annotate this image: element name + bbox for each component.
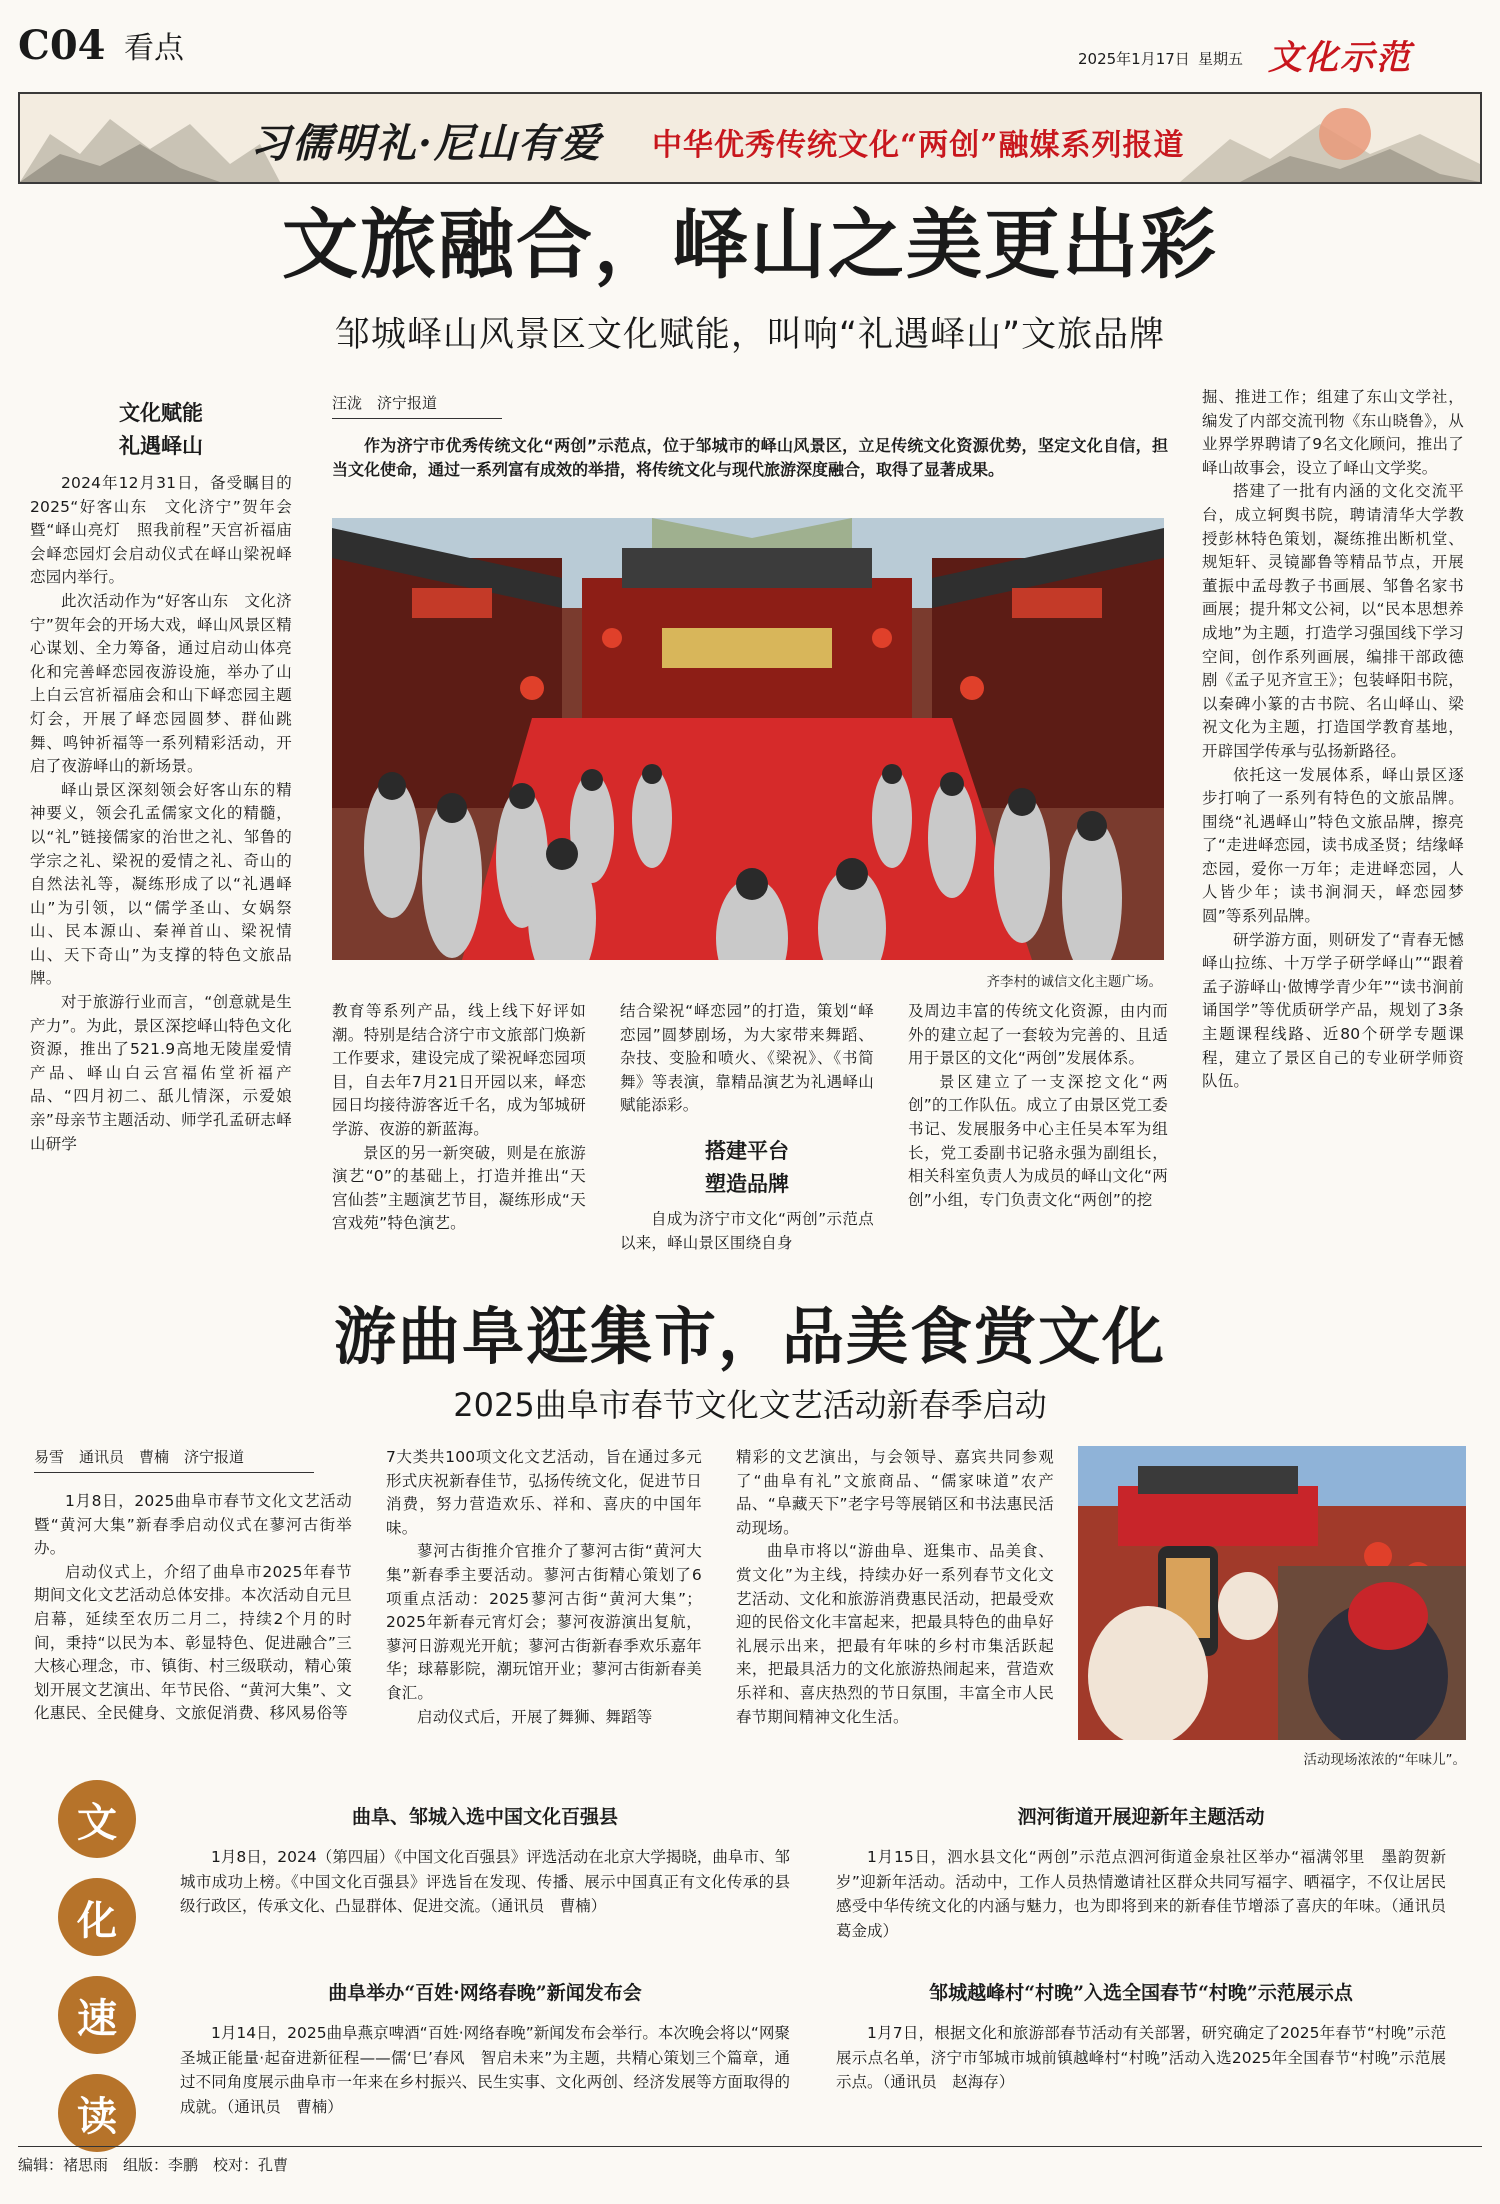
brief-body-3: 1月14日，2025曲阜燕京啤酒“百姓·网络春晚”新闻发布会举行。本次晚会将以“网聚圣城正能量·起奋进新征程——儒‘巳’春风 智启未来”为主题，共精心策划三个篇章，通过不同角度展示曲阜市一年来在乡村振兴、民生实事、文化两创、经济发展等方面取得的成就。（通讯员 曹楠） <box>180 2024 790 2116</box>
festival-photo-illustration <box>1078 1446 1466 1740</box>
brief-item-3 <box>180 1978 790 2119</box>
article2-col1: 1月8日，2025曲阜市春节文化文艺活动暨“黄河大集”新春季启动仪式在蓼河古街举办。 启动仪式上，介绍了曲阜市2025年春节期间文化文艺活动总体安排。本次活动自元旦启幕，延续至农历二月二，持续2个月的时间，秉持“以民为本、彰显特色、促进融合”三大核心理念，市、镇街、村三级联动，精心策划开展文艺演出、年节民俗、“黄河大集”、文化惠民、全民健身、文旅促消费、移风易俗等 <box>34 1492 352 1723</box>
page-header <box>18 24 1482 80</box>
brief-body-4: 1月7日，根据文化和旅游部春节活动有关部署，研究确定了2025年春节“村晚”示范展示点名单，济宁市邹城市城前镇越峰村“村晚”活动入选2025年全国春节“村晚”示范展示点。（通讯员 赵海存） <box>836 2024 1446 2091</box>
article1-col1-text: 2024年12月31日，备受瞩目的2025“好客山东 文化济宁”贺年会暨“峄山亮灯 照我前程”天宫祈福庙会峄恋园灯会启动仪式在峄山梁祝峄恋园内举行。 此次活动作为“好客山东 文化济宁”贺年会的开场大戏，峄山风景区精心谋划、全力筹备，通过启动山体亮化和完善峄恋园夜游设施，举办了山上白云宫祈福庙会和山下峄恋园主题灯会，开展了峄恋园圆梦、群仙跳舞、鸣钟祈福等一系列精彩活动，开启了夜游峄山的新场景。 峄山景区深刻领会好客山东的精神要义，领会孔孟儒家文化的精髓，以“礼”链接儒家的治世之礼、邹鲁的学宗之礼、梁祝的爱情之礼、奇山的自然法礼等，凝练形成了以“礼遇峄山”为引领，以“儒学圣山、女娲祭山、民本源山、秦禅首山、梁祝情山、天下奇山”为支撑的特色文旅品牌。 对于旅游行业而言，“创意就是生产力”。为此，景区深挖峄山特色文化资源，推出了521.9高地无陵崖爱情产品、峄山白云宫福佑堂祈福产品、“四月初二、舐儿情深，示爱娘亲”母亲节主题活动、师学孔孟研志峄山研学 <box>30 474 292 1153</box>
brief-body-1: 1月8日，2024（第四届）《中国文化百强县》评选活动在北京大学揭晓，曲阜市、邹城市成功上榜。《中国文化百强县》评选旨在发现、传播、展示中国真正有文化传承的县级行政区，传承文化、凸显群体、促进交流。（通讯员 曹楠） <box>180 1848 790 1915</box>
brief-title-3: 曲阜举办“百姓·网络春晚”新闻发布会 <box>328 1982 642 2004</box>
brief-title-2: 泗河街道开展迎新年主题活动 <box>1017 1806 1265 1828</box>
article2-headline: 游曲阜逛集市，品美食赏文化 <box>333 1300 1166 1373</box>
quick-read-char-2: 化 <box>58 1878 136 1956</box>
footer-editor-credits: 编辑：褚思雨 组版：李鹏 校对：孔曹 <box>18 2156 289 2174</box>
brief-item-4 <box>836 1978 1446 2095</box>
article1-col5: 掘、推进工作；组建了东山文学社，编发了内部交流刊物《东山晓鲁》，从业界学界聘请了9名文化顾问，推出了峄山故事会，设立了峄山文学奖。 搭建了一批有内涵的文化交流平台，成立轲舆书院，聘请清华大学教授彭林特色策划，凝练推出断机堂、规矩轩、灵镜鄙鲁等精品节点，开展董振中孟母教子书画展、邹鲁名家书画展；提升邾文公祠，以“民本思想养成地”为主题，打造学习强国线下学习空间，创作系列画展，编排干部政德剧《孟子见齐宣王》；包装峄阳书院，以秦碑小篆的古书院、名山峄山、梁祝文化为主题，打造国学教育基地，开辟国学传承与弘扬新路径。 依托这一发展体系，峄山景区逐步打响了一系列有特色的文旅品牌。围绕“礼遇峄山”特色文旅品牌，擦亮了“走进峄恋园，读书成圣贤；结缘峄恋园，爱你一万年；走进峄恋园，人人皆少年；读书涧洞天，峄恋园梦圆”等系列品牌。 研学游方面，则研发了“青春无憾峄山拉练、十万学子研学峄山”“跟着孟子游峄山·做博学青少年”“读书涧前诵国学”等优质研学产品，规划了3条主题课程线路、近80个研学专题课程，建立了景区自己的专业研学师资队伍。 <box>1202 388 1464 1091</box>
brief-title-1: 曲阜、邹城入选中国文化百强县 <box>351 1806 618 1828</box>
page-code: C04 <box>18 22 106 69</box>
section-heading-2b: 塑造品牌 <box>705 1170 789 1196</box>
article2-photo-caption: 活动现场浓浓的“年味儿”。 <box>1303 1752 1466 1768</box>
issue-date: 2025年1月17日 <box>1078 50 1190 68</box>
brief-item-2 <box>836 1802 1462 1943</box>
article2-photo <box>1078 1446 1466 1740</box>
section-name: 看点 <box>124 31 184 66</box>
section-heading-1b: 礼遇峄山 <box>119 433 203 458</box>
quick-read-char-1: 文 <box>58 1780 136 1858</box>
section-heading-2a: 搭建平台 <box>705 1137 789 1163</box>
article1-byline: 汪泷 济宁报道 <box>332 392 502 419</box>
article1-subheadline: 邹城峄山风景区文化赋能，叫响“礼遇峄山”文旅品牌 <box>334 315 1166 355</box>
banner-series-title: 中华优秀传统文化“两创”融媒系列报道 <box>652 128 1185 163</box>
banner-calligraphy: 习儒明礼·尼山有爱 <box>250 120 602 167</box>
article1-photo <box>332 518 1164 960</box>
article1-col1 <box>30 396 292 1156</box>
article1-photo-caption: 齐李村的诚信文化主题广场。 <box>986 974 1162 990</box>
article1-lead: 作为济宁市优秀传统文化“两创”示范点，位于邹城市的峄山风景区，立足传统文化资源优势，坚定文化自信，担当文化使命，通过一系列富有成效的举措，将传统文化与现代旅游深度融合，取得了显著成果。 <box>332 436 1168 479</box>
section-heading-1a: 文化赋能 <box>119 400 203 425</box>
article1-headline: 文旅融合，峄山之美更出彩 <box>282 200 1218 289</box>
courtyard-photo-illustration <box>332 518 1164 960</box>
article1-col4: 及周边丰富的传统文化资源，由内而外的建立起了一套较为完善的、且适用于景区的文化“两创”发展体系。 景区建立了一支深挖文化“两创”的工作队伍。成立了由景区党工委书记、发展服务中心主任吴本军为组长，党工委副书记骆永强为副组长，相关科室负责人为成员的峄山文化“两创”小组，专门负责文化“两创”的挖 <box>908 1002 1168 1209</box>
series-banner <box>18 92 1482 184</box>
issue-weekday: 星期五 <box>1198 50 1244 68</box>
footer-rule <box>18 2146 1482 2147</box>
brief-body-2: 1月15日，泗水县文化“两创”示范点泗河街道金泉社区举办“福满邻里 墨韵贺新岁”迎新年活动。活动中，工作人员热情邀请社区群众共同写福字、晒福字，不仅让居民感受中华传统文化的内涵与魅力，也为即将到来的新春佳节增添了喜庆的年味。（通讯员 葛金成） <box>836 1848 1462 1940</box>
article2-subheadline: 2025曲阜市春节文化文艺活动新春季启动 <box>453 1386 1047 1424</box>
quick-read-char-4: 读 <box>58 2074 136 2152</box>
article1-col3: 结合梁祝“峄恋园”的打造，策划“峄恋园”圆梦剧场，为大家带来舞蹈、杂技、变脸和喷火、《梁祝》、《书简舞》等表演，靠精品演艺为礼遇峄山赋能添彩。 搭建平台 塑造品牌 自成为济宁市文化“两创”示范点以来，峄山景区围绕自身 <box>620 1002 874 1252</box>
brand-logo: 文化示范 <box>1268 38 1412 78</box>
article2-byline: 易雪 通讯员 曹楠 济宁报道 <box>34 1446 314 1473</box>
article1-col2: 教育等系列产品，线上线下好评如潮。特别是结合济宁市文旅部门焕新工作要求，建设完成了梁祝峄恋园项目，自去年7月21日开园以来，峄恋园日均接待游客近千名，成为邹城研学游、夜游的新蓝海。 景区的另一新突破，则是在旅游演艺“0”的基础上，打造并推出“天宫仙荟”主题演艺节目，凝练形成“天宫戏苑”特色演艺。 <box>332 1002 586 1233</box>
quick-read-char-3: 速 <box>58 1976 136 2054</box>
article2-col3: 精彩的文艺演出，与会领导、嘉宾共同参观了“曲阜有礼”文旅商品、“儒家味道”农产品、“阜藏天下”老字号等展销区和书法惠民活动现场。 曲阜市将以“游曲阜、逛集市、品美食、赏文化”为主线，持续办好一系列春节文化文艺活动、文化和旅游消费惠民活动，把最受欢迎的民俗文化丰富起来，把最具特色的曲阜好礼展示出来，把最有年味的乡村市集活跃起来，把最具活力的文化旅游热闹起来，营造欢乐祥和、喜庆热烈的节日氛围，丰富全市人民春节期间精神文化生活。 <box>736 1448 1054 1726</box>
brief-item-1 <box>180 1802 790 1919</box>
article2-col2: 7大类共100项文化文艺活动，旨在通过多元形式庆祝新春佳节，弘扬传统文化，促进节日消费，努力营造欢乐、祥和、喜庆的中国年味。 蓼河古街推介官推介了蓼河古街“黄河大集”新春季主要活动。蓼河古街精心策划了6项重点活动：2025蓼河古街“黄河大集”；2025年新春元宵灯会；蓼河夜游演出复航，蓼河日游观光开航；蓼河古街新春季欢乐嘉年华；球幕影院，潮玩馆开业；蓼河古街新春美食汇。 启动仪式后，开展了舞狮、舞蹈等 <box>386 1448 702 1726</box>
brief-title-4: 邹城越峰村“村晚”入选全国春节“村晚”示范展示点 <box>929 1982 1353 2004</box>
